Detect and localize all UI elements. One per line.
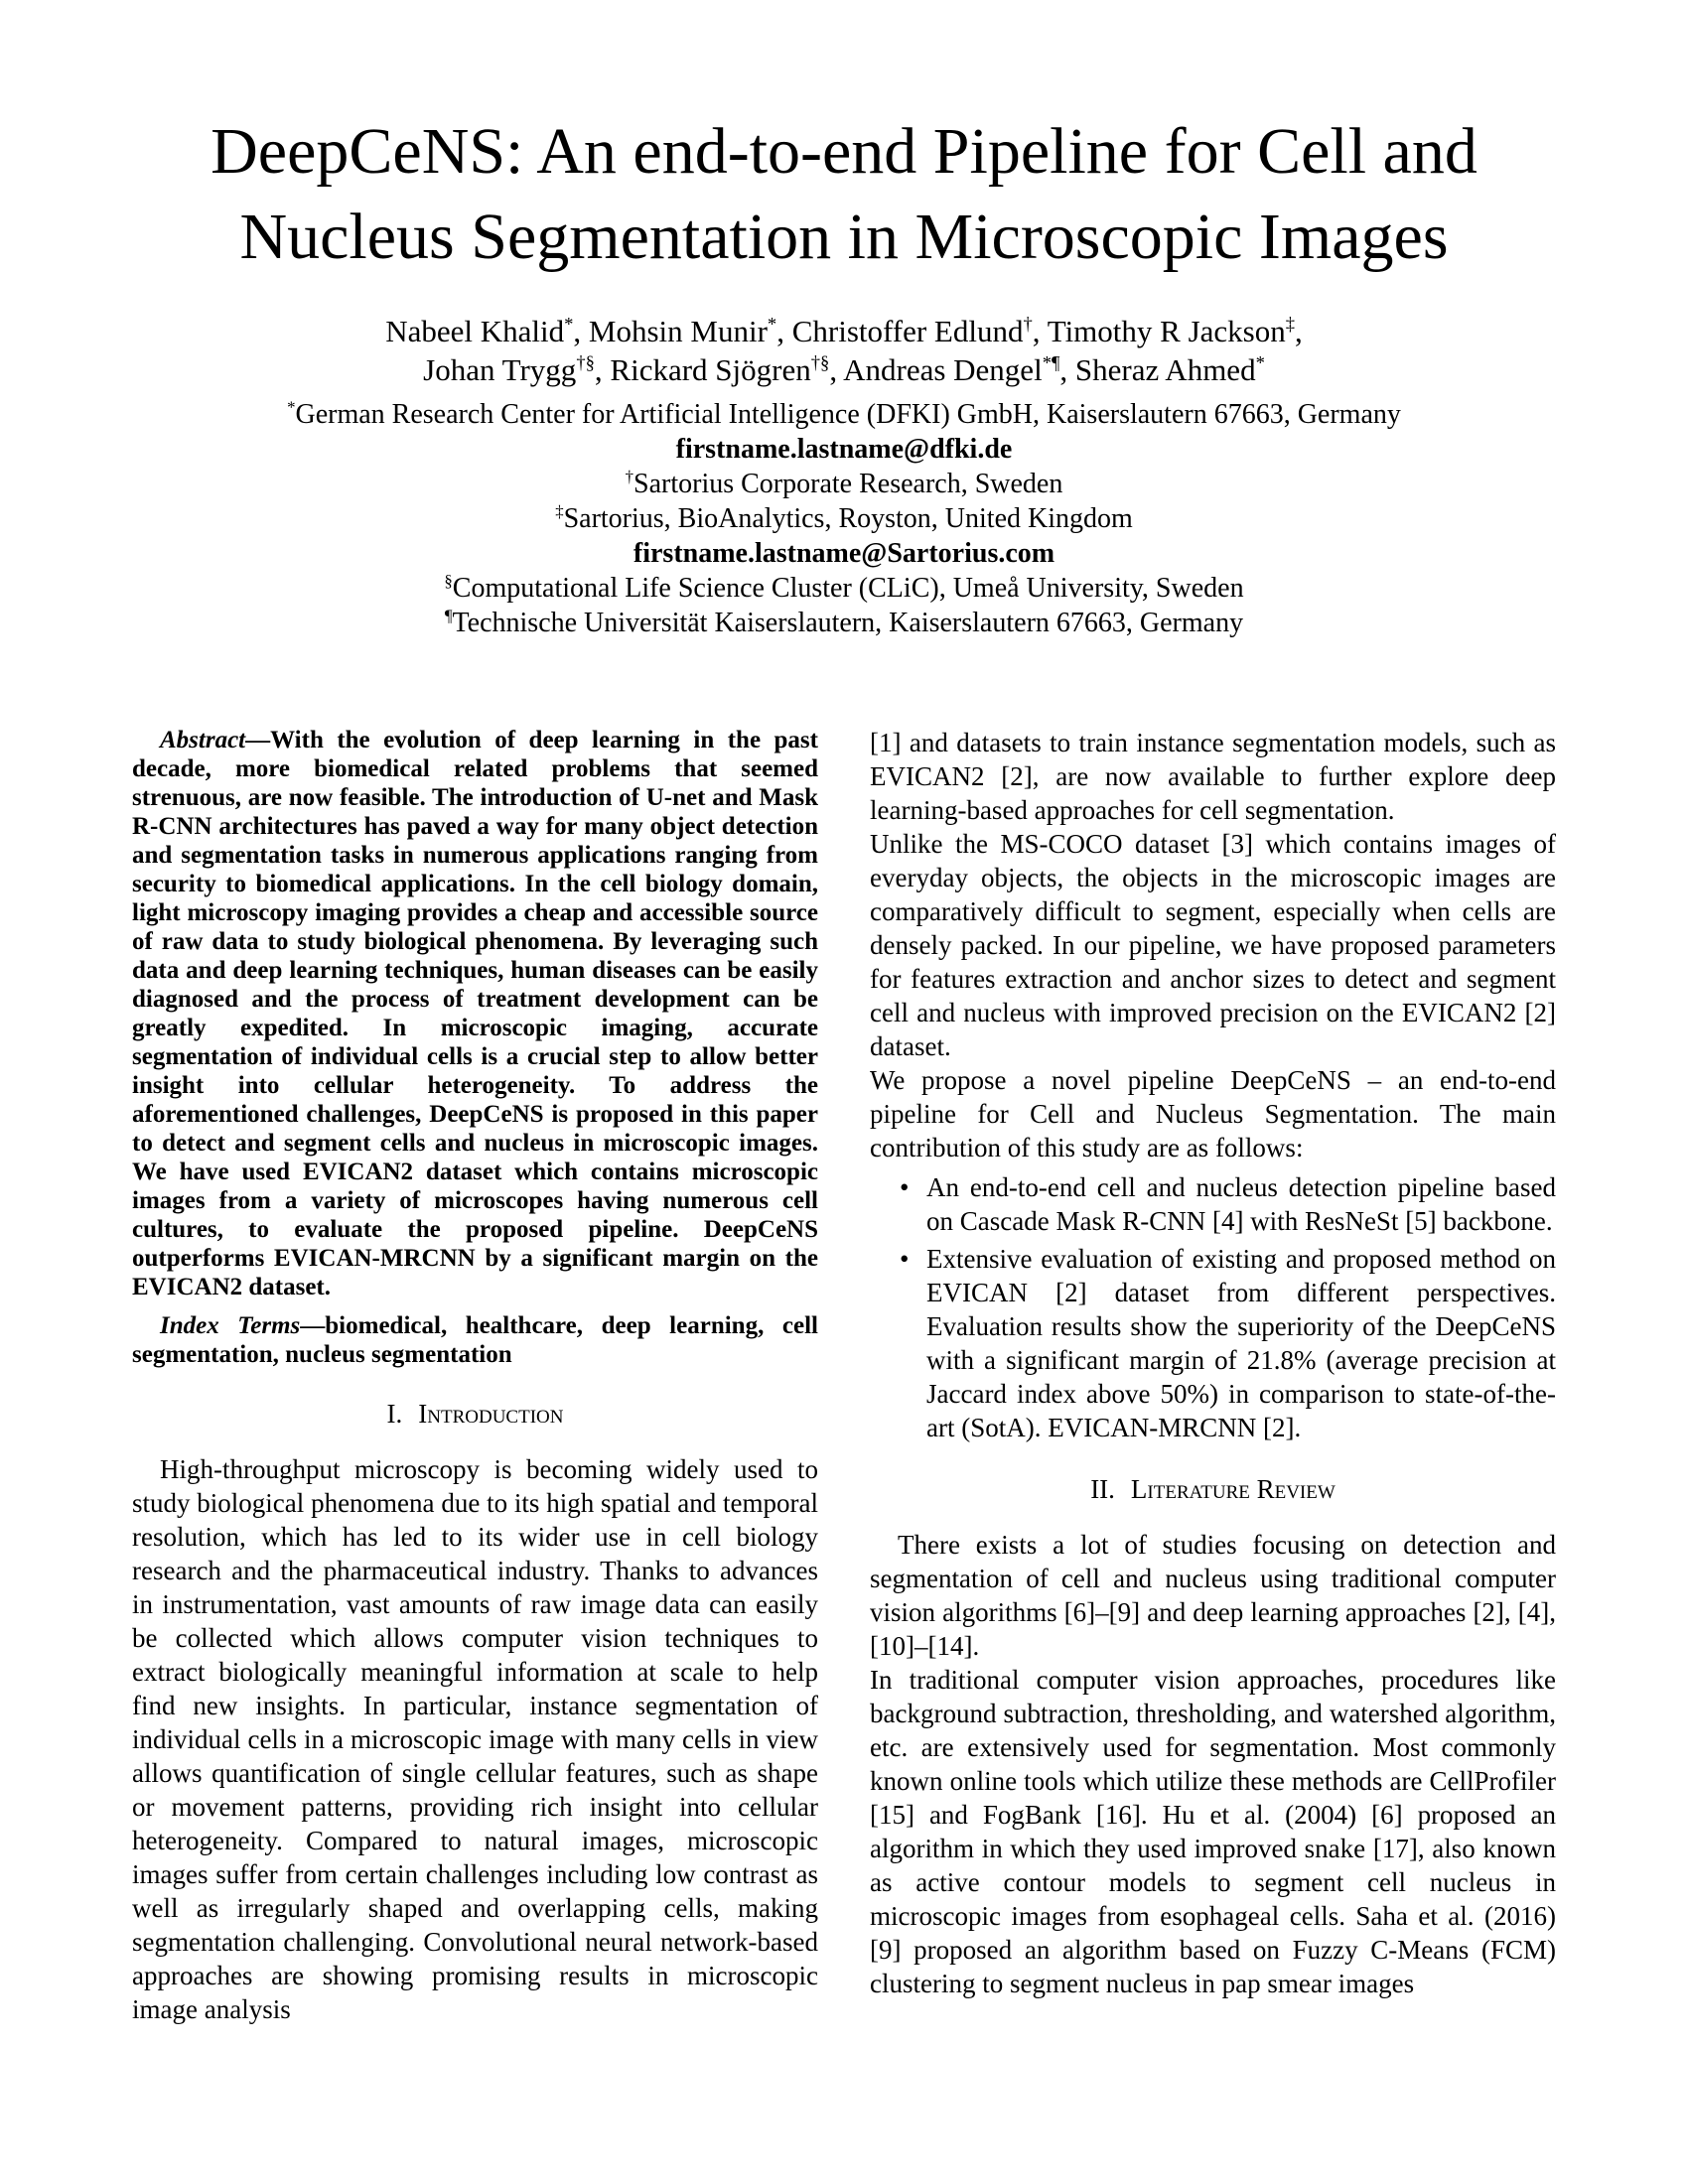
author-name: , Sheraz Ahmed bbox=[1059, 352, 1256, 387]
author-affiliation-marker: * bbox=[1255, 352, 1265, 374]
body-paragraph: We propose a novel pipeline DeepCeNS – an end-to-end pipeline for Cell and Nucleus Segmentation. The main contribution of this study are as follows: bbox=[870, 1065, 1556, 1162]
paper-title bbox=[0, 0, 1688, 280]
author-affiliation-marker: * bbox=[767, 314, 777, 336]
index-terms-label: Index Terms bbox=[160, 1312, 301, 1339]
author-affiliation-marker: *¶ bbox=[1042, 352, 1060, 374]
affiliation-text: Computational Life Science Cluster (CLiC), Umeå University, Sweden bbox=[452, 573, 1244, 604]
email-text: firstname.lastname@Sartorius.com bbox=[633, 538, 1055, 569]
authors-line-1 bbox=[0, 312, 1688, 350]
section-number: I. bbox=[386, 1399, 403, 1429]
abstract-paragraph bbox=[132, 726, 818, 1301]
literature-paragraph: There exists a lot of studies focusing on detection and segmentation of cell and nucleus using traditional computer vision algorithms [6]–[9] and deep learning approaches [2], [4], [10]–[14]. bbox=[870, 1530, 1556, 1661]
affiliation-line bbox=[0, 397, 1688, 432]
author-name: , Andreas Dengel bbox=[829, 352, 1043, 387]
section-heading-literature-review bbox=[870, 1472, 1556, 1506]
introduction-paragraph: High-throughput microscopy is becoming widely used to study biological phenomena due to its high spatial and temporal resolution, which has led to its wider use in cell biology research and the pharmaceutical industry. Thanks to advances in instrumentation, vast amounts of raw image data can easily be collected which allows computer vision techniques to extract biologically meaningful information at scale to help find new insights. In particular, instance segmentation of individual cells in a microscopic image with many cells in view allows quantification of single cellular features, such as shape or movement patterns, providing rich insight into cellular heterogeneity. Compared to natural images, microscopic images suffer from certain challenges including low contrast as well as irregularly shaped and overlapping cells, making segmentation challenging. Convolutional neural network-based approaches are showing promising results in microscopic image analysis bbox=[132, 1454, 818, 2024]
author-name: , Timothy R Jackson bbox=[1032, 314, 1286, 348]
affiliation-line bbox=[0, 501, 1688, 536]
affiliation-text: Technische Universität Kaiserslautern, Kaiserslautern 67663, Germany bbox=[452, 608, 1244, 638]
abstract-text: —With the evolution of deep learning in the past decade, more biomedical related problems that seemed strenuous, are now feasible. The introduction of U-net and Mask R-CNN architectures has paved a way for many object detection and segmentation tasks in numerous applications ranging from security to biomedical applications. In the cell biology domain, light microscopy imaging provides a cheap and accessible source of raw data to study biological phenomena. By leveraging such data and deep learning techniques, human diseases can be easily diagnosed and the process of treatment development can be greatly expedited. In microscopic imaging, accurate segmentation of individual cells is a crucial step to allow better insight into cellular heterogeneity. To address the aforementioned challenges, DeepCeNS is proposed in this paper to detect and segment cells and nucleus in microscopic images. We have used EVICAN2 dataset which contains microscopic images from a variety of microscopes having numerous cell cultures, to evaluate the proposed pipeline. DeepCeNS outperforms EVICAN-MRCNN by a significant margin on the EVICAN2 dataset. bbox=[132, 727, 818, 1300]
affiliation-line bbox=[0, 467, 1688, 501]
author-name: , Mohsin Munir bbox=[573, 314, 768, 348]
author-name: Johan Trygg bbox=[423, 352, 577, 387]
index-terms-paragraph bbox=[132, 1311, 818, 1369]
body-paragraph: [1] and datasets to train instance segmentation models, such as EVICAN2 [2], are now available to further explore deep learning-based approaches for cell segmentation. bbox=[870, 728, 1556, 825]
affiliation-text: Sartorius Corporate Research, Sweden bbox=[633, 469, 1063, 499]
email-line bbox=[0, 536, 1688, 571]
author-separator: , bbox=[1295, 314, 1303, 348]
author-affiliation-marker: † bbox=[1023, 314, 1033, 336]
section-title: Literature Review bbox=[1130, 1474, 1336, 1504]
author-name: , Christoffer Edlund bbox=[776, 314, 1024, 348]
affiliation-line bbox=[0, 571, 1688, 606]
author-name: Nabeel Khalid bbox=[385, 314, 565, 348]
affiliation-marker: ¶ bbox=[444, 606, 453, 625]
left-column bbox=[132, 726, 818, 2026]
affiliation-block bbox=[0, 397, 1688, 640]
affiliation-text: German Research Center for Artificial Intelligence (DFKI) GmbH, Kaiserslautern 67663, Germany bbox=[295, 399, 1401, 430]
affiliation-marker: * bbox=[287, 397, 296, 417]
affiliation-text: Sartorius, BioAnalytics, Royston, United Kingdom bbox=[563, 503, 1133, 534]
author-name: , Rickard Sjögren bbox=[594, 352, 811, 387]
author-affiliation-marker: * bbox=[564, 314, 574, 336]
body-paragraph: Unlike the MS-COCO dataset [3] which contains images of everyday objects, the objects in the microscopic images are comparatively difficult to segment, especially when cells are densely packed. In our pipeline, we have proposed parameters for features extraction and anchor sizes to detect and segment cell and nucleus with improved precision on the EVICAN2 [2] dataset. bbox=[870, 829, 1556, 1061]
contribution-item: • Extensive evaluation of existing and proposed method on EVICAN [2] dataset from different perspectives. Evaluation results show the superiority of the DeepCeNS with a significant margin of 21.8% (average precision at Jaccard index above 50%) in comparison to state-of-the-art (SotA). EVICAN-MRCNN [2]. bbox=[870, 1242, 1556, 1444]
email-text: firstname.lastname@dfki.de bbox=[675, 434, 1013, 465]
contribution-item: • An end-to-end cell and nucleus detection pipeline based on Cascade Mask R-CNN [4] with ResNeSt [5] backbone. bbox=[870, 1170, 1556, 1238]
author-affiliation-marker: †§ bbox=[810, 352, 830, 374]
affiliation-line bbox=[0, 606, 1688, 640]
contributions-list bbox=[870, 1170, 1556, 1444]
affiliation-marker: † bbox=[625, 467, 634, 486]
authors-line-2 bbox=[0, 350, 1688, 389]
title-line-1: DeepCeNS: An end-to-end Pipeline for Cell and bbox=[211, 115, 1477, 188]
email-line bbox=[0, 432, 1688, 467]
author-block bbox=[0, 312, 1688, 389]
literature-paragraph: In traditional computer vision approaches, procedures like background subtraction, thresholding, and watershed algorithm, etc. are extensively used for segmentation. Most commonly known online tools which utilize these methods are CellProfiler [15] and FogBank [16]. Hu et al. (2004) [6] proposed an algorithm in which they used improved snake [17], also known as active contour models to segment cell nucleus in microscopic images from esophageal cells. Saha et al. (2016) [9] proposed an algorithm based on Fuzzy C-Means (FCM) clustering to segment nucleus in pap smear images bbox=[870, 1665, 1556, 1998]
section-heading-introduction bbox=[132, 1397, 818, 1431]
affiliation-marker: § bbox=[444, 571, 453, 591]
section-title: Introduction bbox=[418, 1399, 564, 1429]
affiliation-marker: ‡ bbox=[555, 501, 564, 521]
index-terms-text: —biomedical, healthcare, deep learning, cell segmentation, nucleus segmentation bbox=[132, 1312, 818, 1368]
title-line-2: Nucleus Segmentation in Microscopic Images bbox=[239, 201, 1449, 273]
right-column bbox=[870, 726, 1556, 2026]
abstract-label: Abstract bbox=[160, 727, 246, 753]
author-affiliation-marker: ‡ bbox=[1285, 314, 1296, 336]
two-column-body bbox=[0, 726, 1688, 2026]
author-affiliation-marker: †§ bbox=[576, 352, 595, 374]
section-number: II. bbox=[1090, 1474, 1115, 1504]
